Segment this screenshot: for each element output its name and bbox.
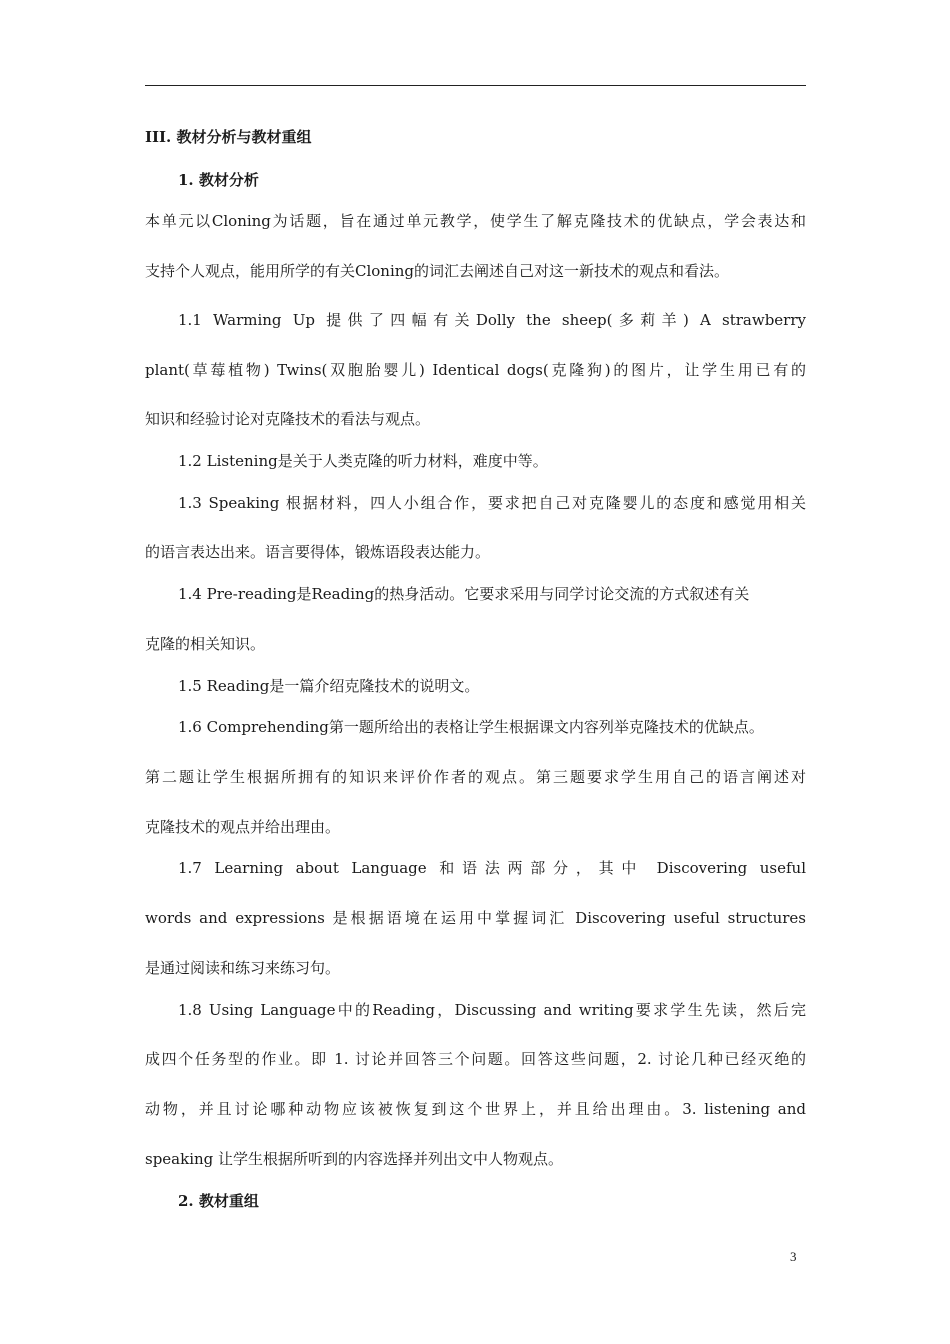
section-heading: III. 教材分析与教材重组: [145, 128, 312, 146]
page-number: 3: [790, 1249, 797, 1264]
para-1-1-line-3: 知识和经验讨论对克隆技术的看法与观点。: [145, 410, 431, 428]
para-1-6-line-1: 1.6 Comprehending第一题所给出的表格让学生根据课文内容列举克隆技术的优缺点。: [178, 718, 764, 736]
para-1-3-line-1: 1.3 Speaking 根据材料，四人小组合作，要求把自己对克隆婴儿的态度和感觉用相关: [178, 494, 806, 512]
para-1-8-line-1: 1.8 Using Language中的Reading，Discussing and writing要求学生先读，然后完: [178, 1001, 806, 1019]
intro-line-2: 支持个人观点，能用所学的有关Cloning的词汇去阐述自己对这一新技术的观点和看法。: [145, 262, 730, 280]
para-1-6-line-3: 克隆技术的观点并给出理由。: [145, 818, 341, 836]
subsection-heading-2: 2. 教材重组: [178, 1192, 259, 1210]
para-1-2: 1.2 Listening是关于人类克隆的听力材料，难度中等。: [178, 452, 548, 470]
para-1-1-line-2: plant(草莓植物) Twins(双胞胎婴儿) Identical dogs(克隆狗)的图片，让学生用已有的: [145, 361, 806, 379]
para-1-3-line-2: 的语言表达出来。语言要得体，锻炼语段表达能力。: [145, 543, 491, 561]
para-1-6-line-2: 第二题让学生根据所拥有的知识来评价作者的观点。第三题要求学生用自己的语言阐述对: [145, 768, 806, 786]
para-1-5: 1.5 Reading是一篇介绍克隆技术的说明文。: [178, 677, 480, 695]
para-1-7-line-3: 是通过阅读和练习来练习句。: [145, 959, 341, 977]
para-1-7-line-2: words and expressions 是根据语境在运用中掌握词汇 Discovering useful structures: [145, 909, 806, 927]
intro-line-1: 本单元以Cloning为话题，旨在通过单元教学，使学生了解克隆技术的优缺点，学会表达和: [145, 212, 806, 230]
para-1-4-line-2: 克隆的相关知识。: [145, 635, 266, 653]
subsection-heading-1: 1. 教材分析: [178, 171, 259, 189]
para-1-7-line-1: 1.7 Learning about Language 和语法两部分，其中 Discovering useful: [178, 859, 806, 877]
header-rule: [145, 85, 806, 86]
para-1-4-line-1: 1.4 Pre-reading是Reading的热身活动。它要求采用与同学讨论交流的方式叙述有关: [178, 585, 750, 603]
para-1-8-line-4: speaking 让学生根据所听到的内容选择并列出文中人物观点。: [145, 1150, 564, 1168]
para-1-1-line-1: 1.1 Warming Up 提供了四幅有关Dolly the sheep(多莉羊) A strawberry: [178, 311, 806, 329]
para-1-8-line-2: 成四个任务型的作业。即 1. 讨论并回答三个问题。回答这些问题，2. 讨论几种已经灭绝的: [145, 1050, 806, 1068]
para-1-8-line-3: 动物，并且讨论哪种动物应该被恢复到这个世界上，并且给出理由。3. listening and: [145, 1100, 806, 1118]
